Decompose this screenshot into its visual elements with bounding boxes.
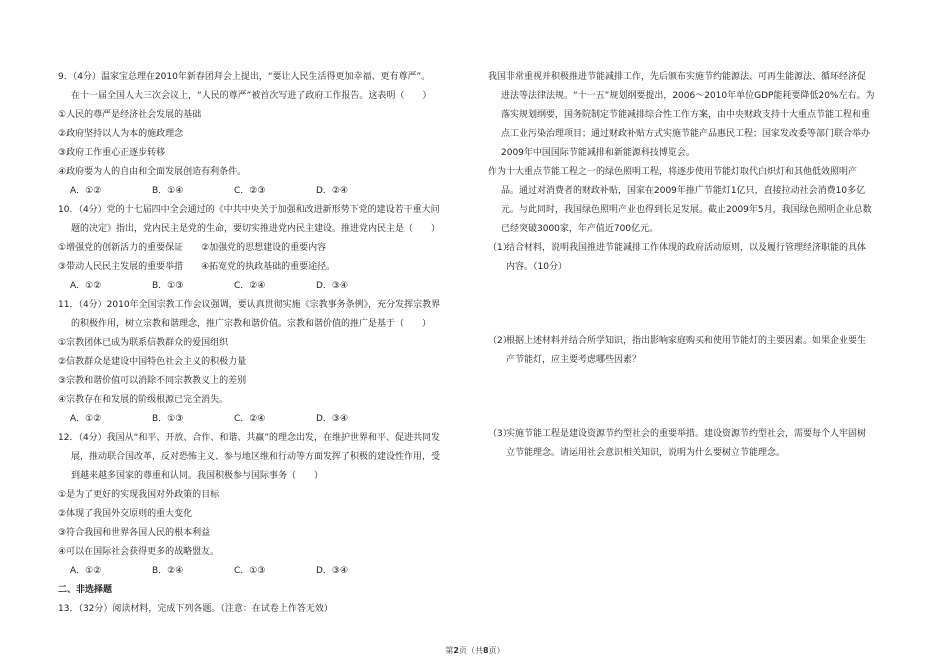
left-column <box>58 68 468 619</box>
option-a: A．①② <box>70 281 102 291</box>
material-paragraph-1: 我国非常重视并积极推进节能减排工作，先后颁布实施节约能源法、可再生能源法、循环经济促 <box>488 72 867 82</box>
option-d: D．③④ <box>316 281 349 291</box>
option-d: D．③④ <box>316 566 349 576</box>
q10-options <box>58 277 468 296</box>
q9-item: ④政府要为人的自由和全面发展创造有利条件。 <box>58 167 247 177</box>
sub-question-text: 立节能理念。请运用社会意识相关知识，说明为什么要树立节能理念。 <box>506 448 786 458</box>
q13-stem: 13．（32分）阅读材料，完成下列各题。（注意：在试卷上作答无效） <box>58 604 333 614</box>
q9-stem-line2: 在十一届全国人大三次会议上，“人民的尊严”被首次写进了政府工作报告。这表明（ ） <box>71 91 432 101</box>
answer-space <box>488 277 900 332</box>
q12-stem-line2: 展，推动联合国改革，反对恐怖主义、参与地区维和行动等方面发挥了积极的建设性作用，受 <box>71 452 441 462</box>
option-d: D．②④ <box>316 186 349 196</box>
section-heading: 二、非选择题 <box>58 585 113 595</box>
option-c: C．②③ <box>234 186 266 196</box>
q11-item: ④宗教存在和发展的阶级根源已完全消失。 <box>58 395 229 405</box>
q10-stem-line2: 题的决定》指出，党内民主是党的生命，要切实推进党内民主建设。推进党内民主是（ ） <box>71 224 441 234</box>
q12-item: ②体现了我国外交原则的重大变化 <box>58 509 193 519</box>
q11-stem-line1: 11．（4分）2010年全国宗教工作会议强调，要认真贯彻实施《宗教事务条例》，充分发挥宗教界 <box>58 300 441 310</box>
sub-question-1 <box>488 239 900 277</box>
option-c: C．②④ <box>234 414 266 424</box>
sub-question-2 <box>488 332 900 370</box>
q9-item: ②政府坚持以人为本的施政理念 <box>58 129 184 139</box>
page-number: 2 <box>453 646 459 655</box>
right-column <box>488 68 900 463</box>
total-pages: 8 <box>483 646 489 655</box>
sub-question-text: 产节能灯，应主要考虑哪些因素？ <box>506 355 642 365</box>
q12-stem-line1: 12．（4分）我国从“和平、开放、合作、和谐、共赢”的理念出发，在维护世界和平、促进共同发 <box>58 433 441 443</box>
option-a: A．①② <box>70 566 102 576</box>
material-line: 2009年中国国际节能减排和新能源科技博览会。 <box>501 148 695 158</box>
q10-stem-line1: 10．（4分）党的十七届四中全会通过的《中共中央关于加强和改进新形势下党的建设若干重大问 <box>58 205 440 215</box>
footer-text: 页（共 <box>459 646 483 655</box>
option-b: B．②④ <box>152 566 184 576</box>
q11-item: ②信教群众是建设中国特色社会主义的积极力量 <box>58 357 247 367</box>
option-a: A．①② <box>70 186 102 196</box>
q12-stem-line3: 到越来越多国家的尊重和认同。我国积极参与国际事务（ ） <box>71 471 324 481</box>
material-line: 点工业污染治理项目；通过财政补贴方式实施节能产品惠民工程；国家发改委等部门联合举办 <box>501 129 871 139</box>
q11-stem-line2: 的积极作用，树立宗教和谐理念，推广宗教和谐价值。宗教和谐价值的推广是基于（ ） <box>71 319 432 329</box>
footer-text: 第 <box>445 646 454 655</box>
sub-question-text: 实施节能工程是建设资源节约型社会的重要举措。建设资源节约型社会，需要每个人牢固树 <box>506 429 867 439</box>
page-footer <box>0 645 950 656</box>
sub-question-text: 根据上述材料并结合所学知识，指出影响家庭购买和使用节能灯的主要因素。如果企业要生 <box>506 336 867 346</box>
q12-item: ③符合我国和世界各国人民的根本利益 <box>58 528 211 538</box>
sub-question-text: 结合材料，说明我国推进节能减排工作体现的政府活动原则，以及履行管理经济职能的具体 <box>506 243 867 253</box>
material-paragraph-2: 作为十大重点节能工程之一的绿色照明工程，将逐步使用节能灯取代白炽灯和其他低效照明产 <box>488 167 858 177</box>
option-c: C．②④ <box>234 281 266 291</box>
option-b: B．①③ <box>152 414 184 424</box>
material-line: 落实规划纲要，国务院制定节能减排综合性工作方案，由中央财政支持十大重点节能工程和重 <box>501 110 871 120</box>
q9-stem-line1: 9．（4分）温家宝总理在2010年新春团拜会上提出，“要让人民生活得更加幸福、更有尊严”。 <box>58 72 431 82</box>
q10-item-row: ③带动人民民主发展的重要举措 ④拓宽党的执政基础的重要途径。 <box>58 262 336 272</box>
q12-options <box>58 562 468 581</box>
option-b: B．①③ <box>152 281 184 291</box>
answer-space <box>488 370 900 425</box>
sub-question-3 <box>488 425 900 463</box>
option-c: C．①③ <box>234 566 266 576</box>
q9-item: ①人民的尊严是经济社会发展的基础 <box>58 110 202 120</box>
sub-question-number: （3） <box>488 429 512 439</box>
q12-item: ④可以在国际社会获得更多的战略盟友。 <box>58 547 220 557</box>
footer-text: 页） <box>488 646 505 655</box>
q11-item: ③宗教和谐价值可以消除不同宗教教义上的差别 <box>58 376 247 386</box>
q12-item: ①是为了更好的实现我国对外政策的目标 <box>58 490 220 500</box>
material-line: 已经突破3000家，年产值近700亿元。 <box>501 224 659 234</box>
material-line: 元。与此同时，我国绿色照明产业也得到长足发展。截止2009年5月，我国绿色照明企业总数 <box>501 205 872 215</box>
q11-item: ①宗教团体已成为联系信教群众的爱国组织 <box>58 338 229 348</box>
material-line: 进法等法律法规。“十一五”规划纲要提出，2006～2010年单位GDP能耗要降低20%左右。为 <box>501 91 875 101</box>
sub-question-text: 内容。（10分） <box>506 262 567 272</box>
q10-item-row: ①增强党的创新活力的重要保证 ②加强党的思想建设的重要内容 <box>58 243 327 253</box>
option-d: D．③④ <box>316 414 349 424</box>
q9-options <box>58 182 468 201</box>
sub-question-number: （2） <box>488 336 512 346</box>
option-b: B．①④ <box>152 186 184 196</box>
material-line: 品。通过对消费者的财政补贴，国家在2009年推广节能灯1亿只，直接拉动社会消费10多亿 <box>501 186 866 196</box>
sub-question-number: （1） <box>488 243 512 253</box>
option-a: A．①② <box>70 414 102 424</box>
q9-item: ③政府工作重心正逐步转移 <box>58 148 166 158</box>
q11-options <box>58 410 468 429</box>
